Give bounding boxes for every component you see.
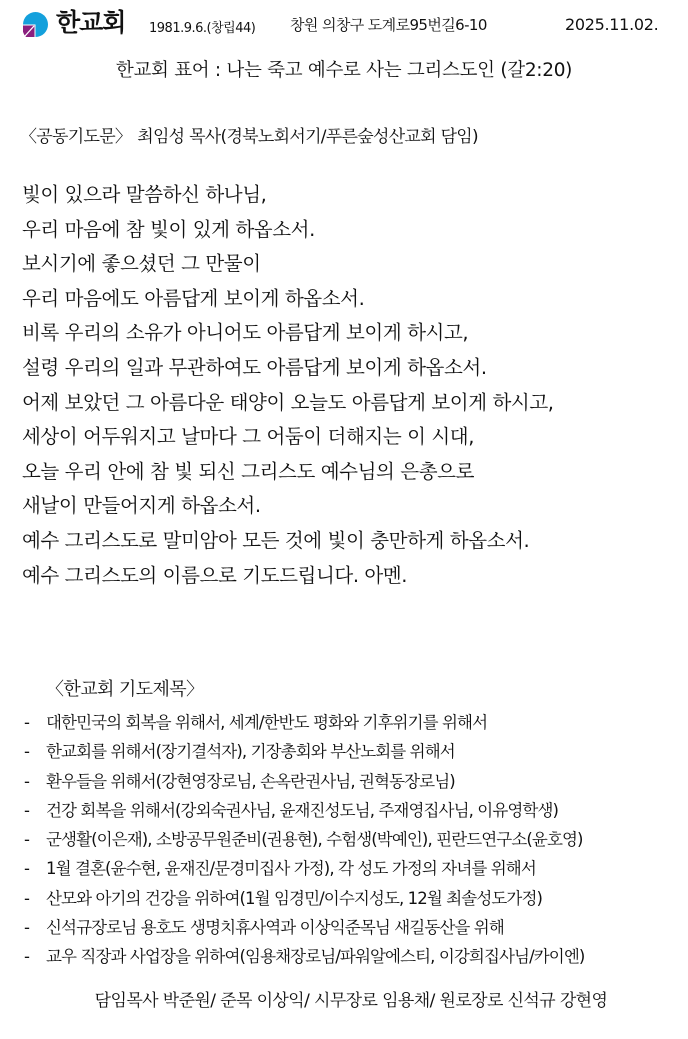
prayer-line: 어제 보았던 그 아름다운 태양이 오늘도 아름답게 보이게 하시고, [22,390,554,414]
prayer-topic-text: 환우들을 위해서(강현영장로님, 손옥란권사님, 권혁동장로님) [46,771,455,791]
dash-bullet: - [24,918,30,938]
prayer-topic-text: 산모와 아기의 건강을 위하여(1월 임경민/이수지성도, 12월 최솔성도가정) [46,888,543,908]
prayer-line: 설령 우리의 일과 무관하여도 아름답게 보이게 하옵소서. [22,355,487,379]
prayer-line: 새날이 만들어지게 하옵소서. [22,494,261,518]
prayer-topic-text: 신석규장로님 용호도 생명치휴사역과 이상익준목님 새길동산을 위해 [46,918,504,938]
prayer-topic-item [24,737,584,766]
dash-bullet: - [24,713,30,732]
prayer-topic-text: 건강 회복을 위해서(강외숙권사님, 윤재진성도님, 주재영집사님, 이유영학생) [46,800,559,820]
prayer-topic-text: 교우 직장과 사업장을 위하여(임용채장로님/파워알에스티, 이강희집사님/카이엔) [46,947,585,967]
church-address: 창원 의창구 도계로95번길6-10 [290,16,487,34]
prayer-text [22,178,554,593]
dash-bullet: - [24,830,30,850]
prayer-topics-list [24,708,584,972]
prayer-topic-item [24,942,584,971]
dash-bullet: - [24,742,30,762]
prayer-topic-text: 1월 결혼(윤수현, 윤재진/문경미집사 가정), 각 성도 가정의 자녀를 위해서 [46,859,536,879]
prayer-topic-item [24,854,584,883]
prayer-topic-text: 한교회를 위해서(장기결석자), 기장총회와 부산노회를 위해서 [46,742,455,762]
dash-bullet: - [24,771,30,791]
prayer-line: 비록 우리의 소유가 아니어도 아름답게 보이게 하시고, [22,321,469,345]
church-motto: 한교회 표어 : 나는 죽고 예수로 사는 그리스도인 (갈2:20) [115,60,573,81]
prayer-topic-item [24,708,584,737]
dash-bullet: - [24,888,30,908]
prayer-line: 예수 그리스도의 이름으로 기도드립니다. 아멘. [22,563,408,587]
prayer-line: 보시기에 좋으셨던 그 만물이 [22,252,261,276]
church-name: 한교회 [56,8,126,37]
prayer-title: 〈공동기도문〉 [20,127,132,147]
prayer-line: 오늘 우리 안에 참 빛 되신 그리스도 예수님의 은총으로 [22,459,475,483]
prayer-topic-item [24,913,584,942]
prayer-line: 우리 마음에도 아름답게 보이게 하옵소서. [22,286,365,310]
prayer-topic-item [24,796,584,825]
prayer-line: 예수 그리스도로 말미암아 모든 것에 빛이 충만하게 하옵소서. [22,528,530,552]
prayer-line: 빛이 있으라 말씀하신 하나님, [22,183,267,206]
prayer-topics-heading: 〈한교회 기도제목〉 [46,679,204,700]
prayer-topic-text: 대한민국의 회복을 위해서, 세계/한반도 평화와 기후위기를 위해서 [46,713,488,732]
dash-bullet: - [24,859,30,879]
prayer-topic-item [24,825,584,854]
bulletin-header [0,0,688,46]
dash-bullet: - [24,947,30,967]
church-staff-footer: 담임목사 박준원/ 준목 이상익/ 시무장로 임용채/ 원로장로 신석규 강현영 [94,991,608,1011]
church-logo-icon [23,12,48,37]
prayer-heading [20,124,478,150]
dash-bullet: - [24,800,30,820]
founding-date: 1981.9.6.(창립44) [149,21,256,36]
prayer-author: 최임성 목사(경북노회서기/푸른숲성산교회 담임) [137,127,478,147]
prayer-topic-item [24,884,584,913]
prayer-topic-text: 군생활(이은재), 소방공무원준비(권용현), 수험생(박예인), 핀란드연구소(윤호영) [46,830,583,850]
bulletin-date: 2025.11.02. [565,15,659,34]
prayer-topic-item [24,767,584,796]
prayer-line: 세상이 어두워지고 날마다 그 어둠이 더해지는 이 시대, [22,425,475,449]
prayer-line: 우리 마음에 참 빛이 있게 하옵소서. [22,217,315,241]
